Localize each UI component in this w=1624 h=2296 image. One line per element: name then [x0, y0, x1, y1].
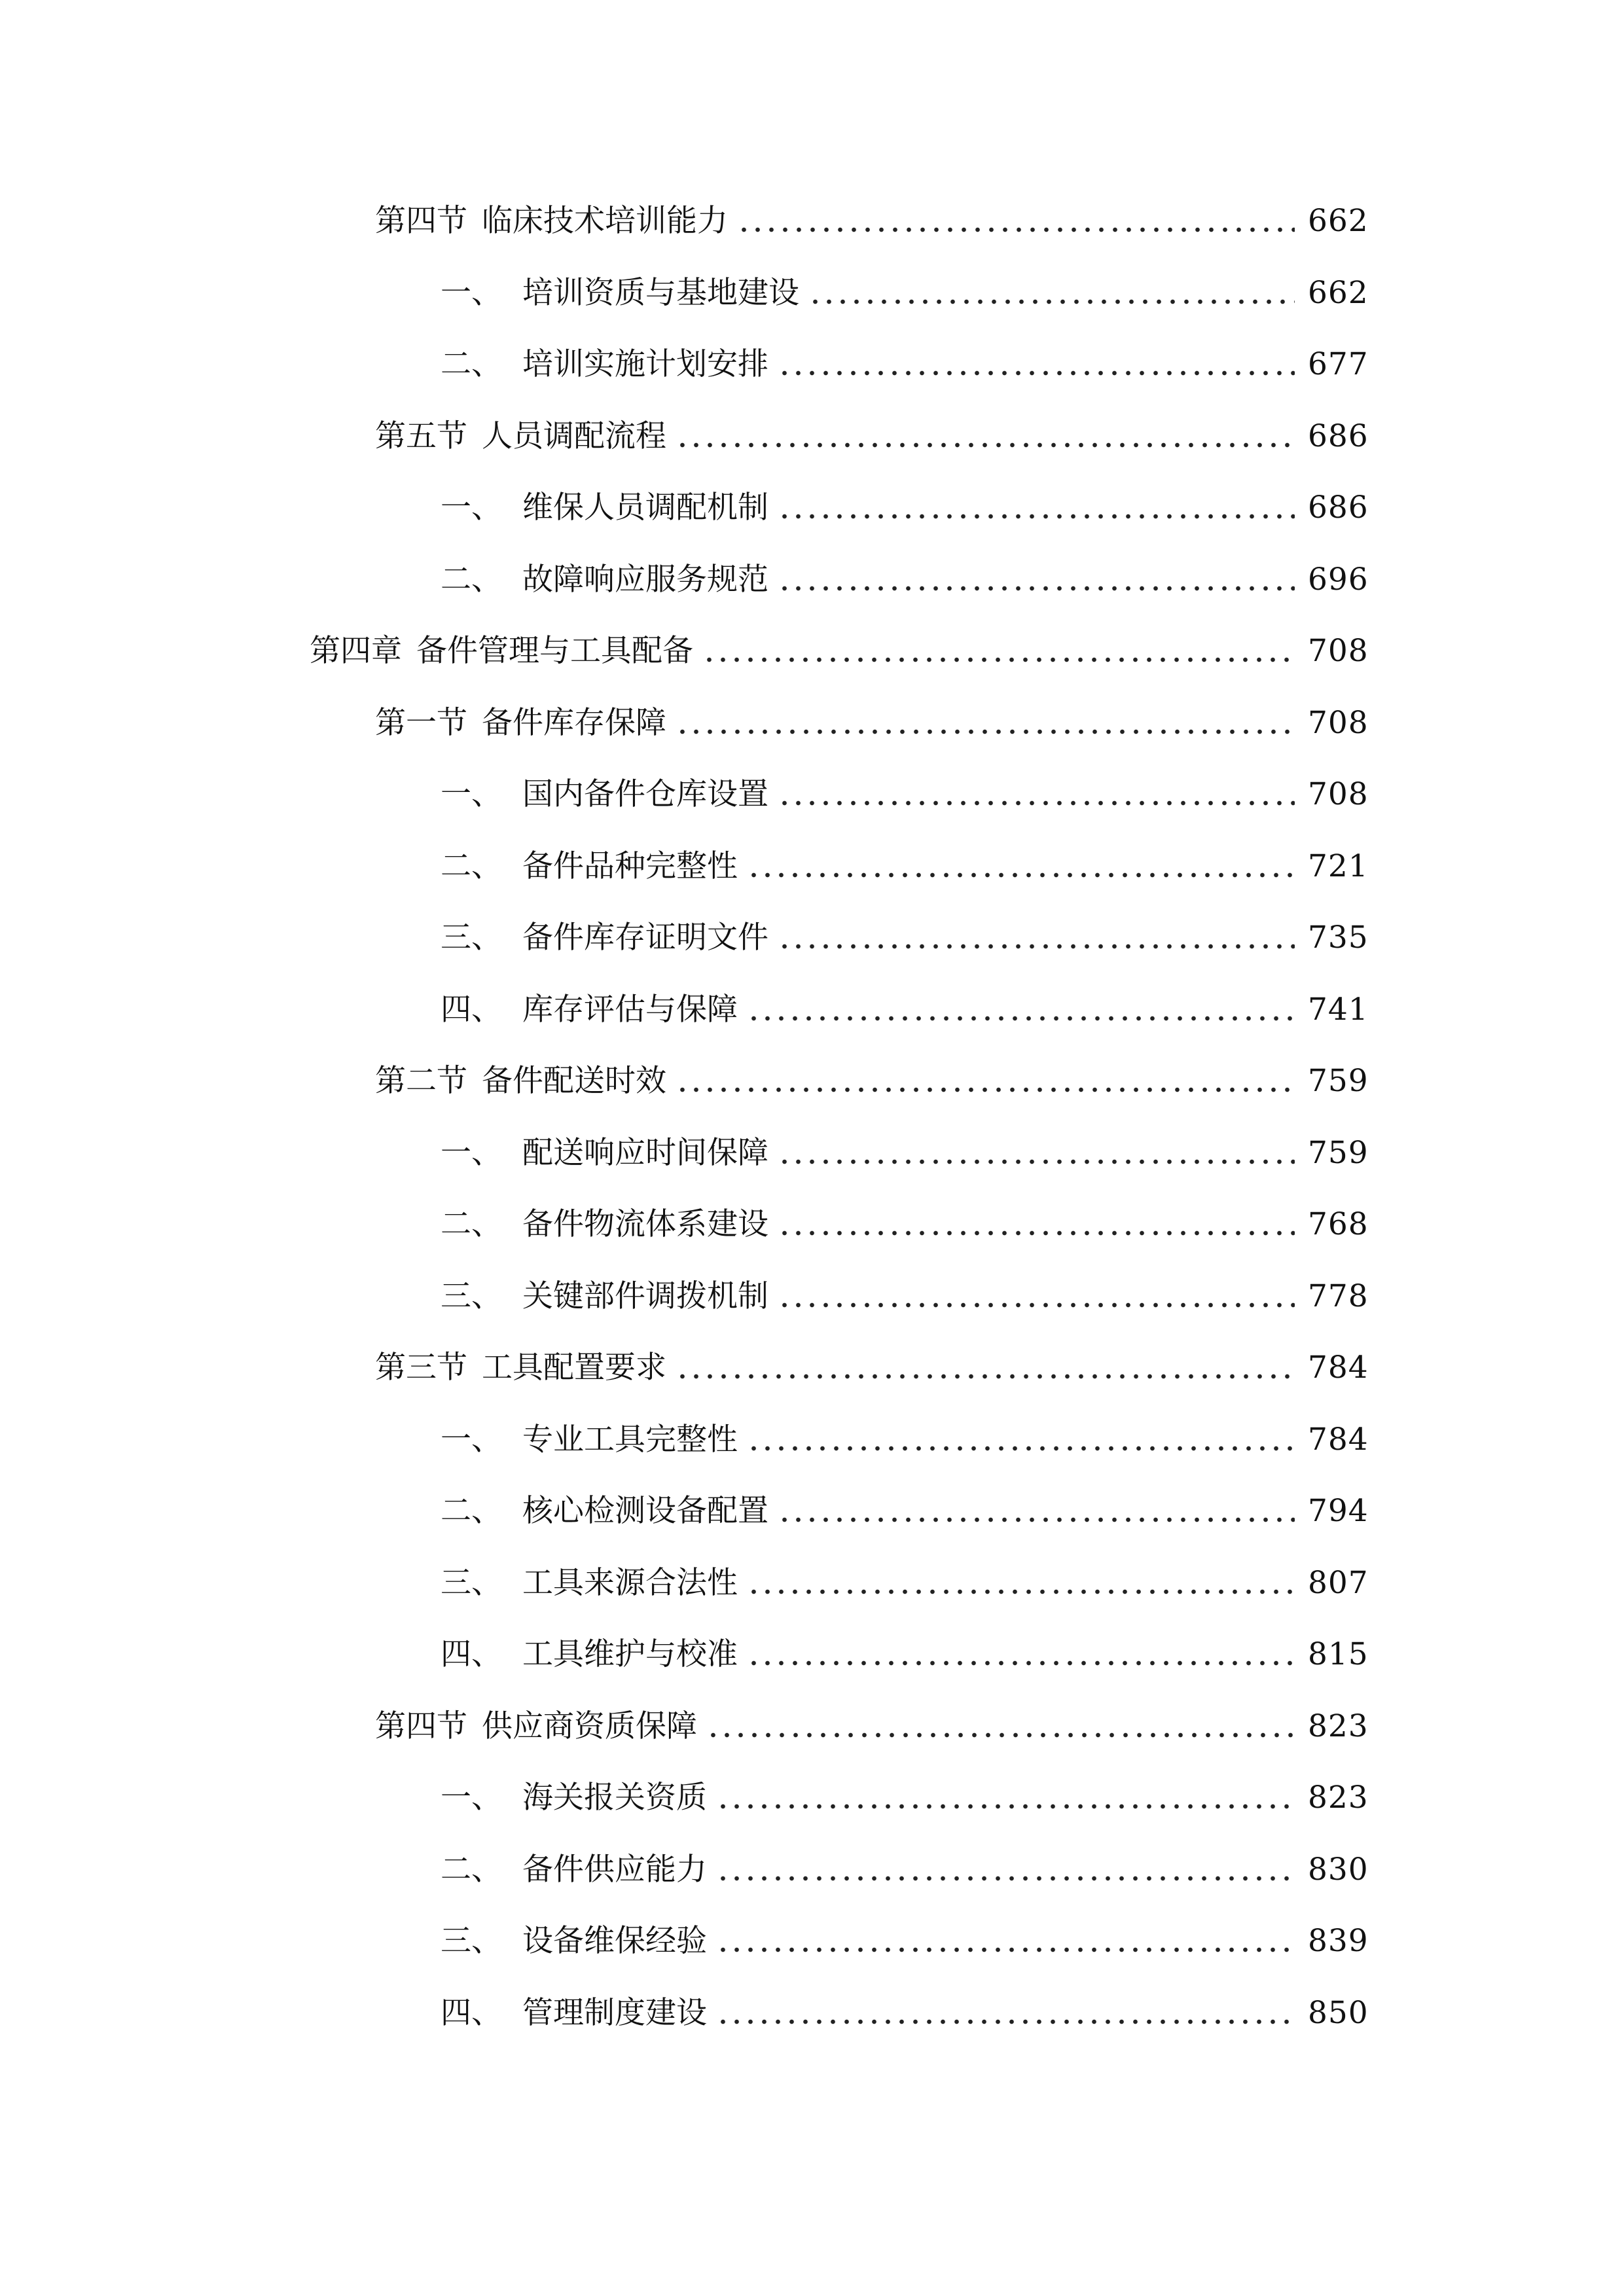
dot-leader [676, 1066, 1295, 1096]
toc-entry-number: 第四节 [375, 203, 467, 240]
toc-entry-item[interactable] [0, 329, 1624, 401]
toc-label [375, 704, 666, 741]
dot-leader [716, 1854, 1295, 1885]
toc-entry-number: 二、 [441, 561, 502, 598]
toc-entry-item[interactable] [0, 759, 1624, 831]
toc-entry-title: 工具配置要求 [482, 1350, 666, 1386]
toc-entry-item[interactable] [0, 831, 1624, 903]
toc-entry-page: 823 [1308, 1708, 1369, 1744]
toc-entry-number: 三、 [441, 1564, 502, 1601]
toc-label [375, 1063, 666, 1100]
toc-label [441, 1206, 768, 1243]
dot-leader [778, 564, 1295, 595]
toc-entry-title: 国内备件仓库设置 [522, 776, 768, 813]
toc-entry-page: 735 [1308, 920, 1369, 956]
toc-label [441, 561, 768, 598]
toc-entry-number: 二、 [441, 1493, 502, 1530]
toc-entry-number: 四、 [441, 1994, 502, 2031]
toc-entry-title: 备件品种完整性 [522, 848, 738, 884]
toc-entry-section[interactable] [0, 1691, 1624, 1763]
toc-entry-item[interactable] [0, 1547, 1624, 1619]
toc-list [0, 185, 1624, 2049]
toc-entry-number: 第二节 [375, 1063, 467, 1100]
toc-entry-title: 备件配送时效 [482, 1063, 666, 1100]
toc-label [375, 203, 728, 240]
toc-entry-number: 一、 [441, 490, 502, 526]
toc-entry-number: 三、 [441, 920, 502, 956]
toc-entry-page: 662 [1308, 203, 1369, 240]
toc-entry-number: 第五节 [375, 418, 467, 454]
dot-leader [716, 1782, 1295, 1813]
dot-leader [747, 994, 1295, 1025]
toc-entry-page: 759 [1308, 1134, 1369, 1171]
toc-label [375, 418, 666, 454]
dot-leader [778, 1281, 1295, 1312]
toc-label [441, 346, 768, 383]
toc-entry-page: 823 [1308, 1780, 1369, 1816]
toc-entry-page: 778 [1308, 1278, 1369, 1314]
toc-entry-section[interactable] [0, 401, 1624, 473]
toc-entry-number: 一、 [441, 1780, 502, 1816]
dot-leader [747, 1568, 1295, 1598]
dot-leader [716, 1926, 1295, 1956]
toc-entry-title: 配送响应时间保障 [522, 1134, 768, 1171]
toc-entry-page: 830 [1308, 1851, 1369, 1888]
toc-entry-section[interactable] [0, 1332, 1624, 1404]
toc-entry-page: 784 [1308, 1421, 1369, 1458]
toc-entry-item[interactable] [0, 974, 1624, 1046]
toc-label [441, 1636, 738, 1673]
toc-entry-section[interactable] [0, 687, 1624, 759]
toc-entry-item[interactable] [0, 1189, 1624, 1261]
dot-leader [702, 636, 1295, 666]
toc-entry-title: 核心检测设备配置 [522, 1493, 768, 1530]
toc-entry-number: 一、 [441, 776, 502, 813]
toc-entry-title: 培训实施计划安排 [522, 346, 768, 383]
toc-entry-page: 839 [1308, 1923, 1369, 1960]
toc-entry-title: 维保人员调配机制 [522, 490, 768, 526]
toc-entry-title: 培训资质与基地建设 [522, 274, 799, 311]
toc-entry-item[interactable] [0, 1905, 1624, 1977]
toc-label [441, 1278, 768, 1314]
toc-label [375, 1708, 697, 1744]
toc-label [441, 991, 738, 1028]
toc-label [310, 633, 693, 670]
dot-leader [676, 708, 1295, 738]
toc-label [441, 1134, 768, 1171]
toc-entry-page: 721 [1308, 848, 1369, 884]
toc-label [441, 1851, 707, 1888]
toc-entry-title: 工具维护与校准 [522, 1636, 738, 1673]
toc-entry-item[interactable] [0, 1977, 1624, 2049]
toc-entry-title: 海关报关资质 [522, 1780, 707, 1816]
toc-entry-title: 备件库存保障 [482, 704, 666, 741]
toc-entry-number: 第一节 [375, 704, 467, 741]
toc-entry-page: 741 [1308, 991, 1369, 1028]
toc-entry-title: 人员调配流程 [482, 418, 666, 454]
toc-entry-item[interactable] [0, 1404, 1624, 1476]
toc-entry-title: 备件供应能力 [522, 1851, 707, 1888]
dot-leader [747, 851, 1295, 882]
toc-label [441, 1994, 707, 2031]
toc-entry-number: 二、 [441, 848, 502, 884]
toc-entry-number: 一、 [441, 274, 502, 311]
toc-entry-item[interactable] [0, 1834, 1624, 1906]
toc-label [375, 1350, 666, 1386]
toc-entry-item[interactable] [0, 472, 1624, 544]
toc-entry-number: 第三节 [375, 1350, 467, 1386]
toc-entry-number: 二、 [441, 1851, 502, 1888]
toc-entry-page: 708 [1308, 776, 1369, 813]
dot-leader [808, 278, 1295, 308]
toc-entry-page: 677 [1308, 346, 1369, 383]
toc-entry-page: 784 [1308, 1350, 1369, 1386]
toc-entry-page: 708 [1308, 633, 1369, 670]
dot-leader [676, 421, 1295, 452]
toc-entry-title: 管理制度建设 [522, 1994, 707, 2031]
toc-entry-item[interactable] [0, 1475, 1624, 1547]
toc-label [441, 1421, 738, 1458]
dot-leader [778, 1138, 1295, 1168]
toc-label [441, 776, 768, 813]
toc-entry-item[interactable] [0, 902, 1624, 974]
toc-entry-title: 设备维保经验 [522, 1923, 707, 1960]
toc-label [441, 1923, 707, 1960]
toc-entry-item[interactable] [0, 1619, 1624, 1691]
toc-entry-number: 四、 [441, 1636, 502, 1673]
toc-entry-number: 二、 [441, 1206, 502, 1243]
toc-entry-title: 故障响应服务规范 [522, 561, 768, 598]
toc-entry-item[interactable] [0, 1117, 1624, 1189]
dot-leader [778, 922, 1295, 953]
toc-label [441, 920, 768, 956]
toc-entry-page: 686 [1308, 490, 1369, 526]
toc-label [441, 1564, 738, 1601]
toc-entry-item[interactable] [0, 1762, 1624, 1834]
toc-entry-title: 关键部件调拨机制 [522, 1278, 768, 1314]
dot-leader [737, 206, 1295, 236]
toc-entry-page: 686 [1308, 418, 1369, 454]
toc-entry-page: 759 [1308, 1063, 1369, 1100]
dot-leader [706, 1711, 1295, 1742]
toc-entry-number: 第四节 [375, 1708, 467, 1744]
toc-entry-page: 807 [1308, 1564, 1369, 1601]
toc-entry-page: 815 [1308, 1636, 1369, 1673]
toc-entry-title: 专业工具完整性 [522, 1421, 738, 1458]
toc-entry-number: 二、 [441, 346, 502, 383]
toc-entry-number: 三、 [441, 1923, 502, 1960]
dot-leader [778, 349, 1295, 380]
dot-leader [716, 1998, 1295, 2028]
toc-entry-title: 备件管理与工具配备 [416, 633, 693, 670]
toc-entry-item[interactable] [0, 544, 1624, 616]
dot-leader [778, 1209, 1295, 1240]
dot-leader [747, 1639, 1295, 1670]
toc-entry-item[interactable] [0, 1261, 1624, 1333]
toc-entry-title: 备件物流体系建设 [522, 1206, 768, 1243]
toc-entry-item[interactable] [0, 257, 1624, 329]
toc-label [441, 848, 738, 884]
toc-label [441, 274, 799, 311]
dot-leader [676, 1352, 1295, 1383]
toc-label [441, 1493, 768, 1530]
toc-entry-title: 供应商资质保障 [482, 1708, 697, 1744]
dot-leader [778, 779, 1295, 810]
toc-label [441, 1780, 707, 1816]
toc-entry-title: 库存评估与保障 [522, 991, 738, 1028]
toc-entry-page: 850 [1308, 1994, 1369, 2031]
toc-entry-number: 四、 [441, 991, 502, 1028]
toc-entry-title: 备件库存证明文件 [522, 920, 768, 956]
toc-entry-page: 696 [1308, 561, 1369, 598]
toc-entry-section[interactable] [0, 1045, 1624, 1117]
dot-leader [778, 492, 1295, 523]
toc-label [441, 490, 768, 526]
toc-entry-page: 794 [1308, 1493, 1369, 1530]
toc-entry-page: 662 [1308, 274, 1369, 311]
toc-entry-title: 临床技术培训能力 [482, 203, 728, 240]
toc-entry-number: 一、 [441, 1134, 502, 1171]
toc-entry-number: 三、 [441, 1278, 502, 1314]
toc-entry-section[interactable] [0, 185, 1624, 257]
toc-entry-page: 708 [1308, 704, 1369, 741]
toc-entry-number: 一、 [441, 1421, 502, 1458]
toc-entry-chapter[interactable] [0, 615, 1624, 687]
dot-leader [747, 1424, 1295, 1455]
toc-entry-page: 768 [1308, 1206, 1369, 1243]
toc-entry-number: 第四章 [310, 633, 402, 670]
dot-leader [778, 1496, 1295, 1526]
toc-entry-title: 工具来源合法性 [522, 1564, 738, 1601]
